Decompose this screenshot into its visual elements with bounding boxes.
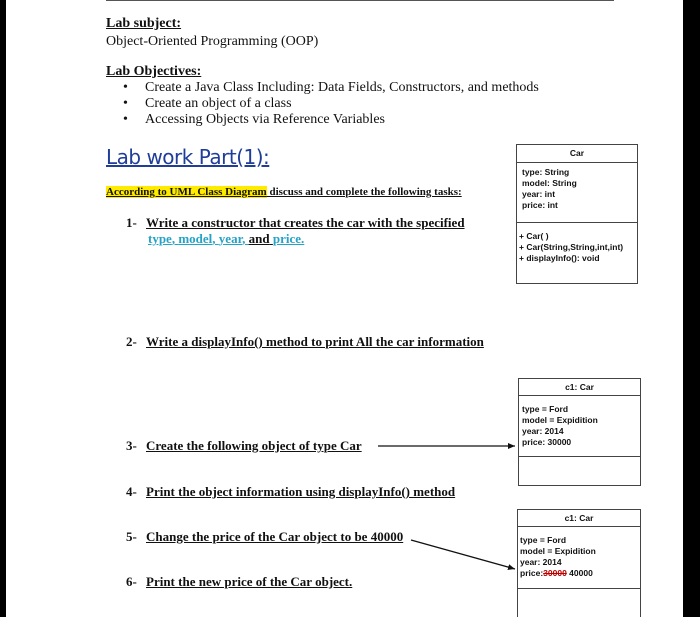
task-4: 4- Print the object information using displayInfo() method xyxy=(126,484,456,499)
document-page xyxy=(6,0,683,617)
task-1-line2: type, model, year, and price. xyxy=(148,231,305,246)
lab-subject-text: Object-Oriented Programming (OOP) xyxy=(106,34,319,49)
uml-methods: + Car( ) + Car(String,String,int,int) + displayInfo(): void xyxy=(519,231,624,263)
arrows-layer xyxy=(6,0,683,617)
part-title: Lab work Part(1): xyxy=(106,145,270,169)
arrow-task5-to-object xyxy=(411,540,515,569)
lab-objectives-label: Lab Objectives: xyxy=(106,64,202,79)
intro-text: discuss and complete the following tasks: xyxy=(266,186,462,198)
uml-class-name: Car xyxy=(517,145,637,163)
price-line: price:30000 40000 xyxy=(520,568,593,578)
objective-item: • Create a Java Class Including: Data Fields, Constructors, and methods xyxy=(123,80,539,95)
task-2: 2- Write a displayInfo() method to print All the car information xyxy=(126,334,484,349)
object-fields: type = Ford model = Expidition year: 2014 price: 30000 xyxy=(519,396,640,457)
object-name: c1: Car xyxy=(518,510,640,527)
task-5: 5- Change the price of the Car object to be 40000 xyxy=(126,529,404,544)
uml-fields: type: String model: String year: int price: int xyxy=(517,163,637,223)
old-price: 30000 xyxy=(543,568,567,578)
task-6: 6- Print the new price of the Car object. xyxy=(126,574,353,589)
bullet-icon: • xyxy=(123,80,128,95)
object-name: c1: Car xyxy=(519,379,640,396)
task-1: 1- Write a constructor that creates the car with the specified xyxy=(126,215,465,230)
object-fields: type = Ford model = Expidition year: 2014 price:30000 40000 xyxy=(518,527,640,589)
lab-subject-label: Lab subject: xyxy=(106,16,182,31)
task-3: 3- Create the following object of type Car xyxy=(126,438,362,453)
uml-diagram-link: According to UML Class Diagram xyxy=(106,186,267,198)
new-price: 40000 xyxy=(569,568,593,578)
bullet-icon: • xyxy=(123,112,128,127)
objective-item: • Accessing Objects via Reference Variables xyxy=(123,112,385,127)
bullet-icon: • xyxy=(123,96,128,111)
objective-item: • Create an object of a class xyxy=(123,96,292,111)
